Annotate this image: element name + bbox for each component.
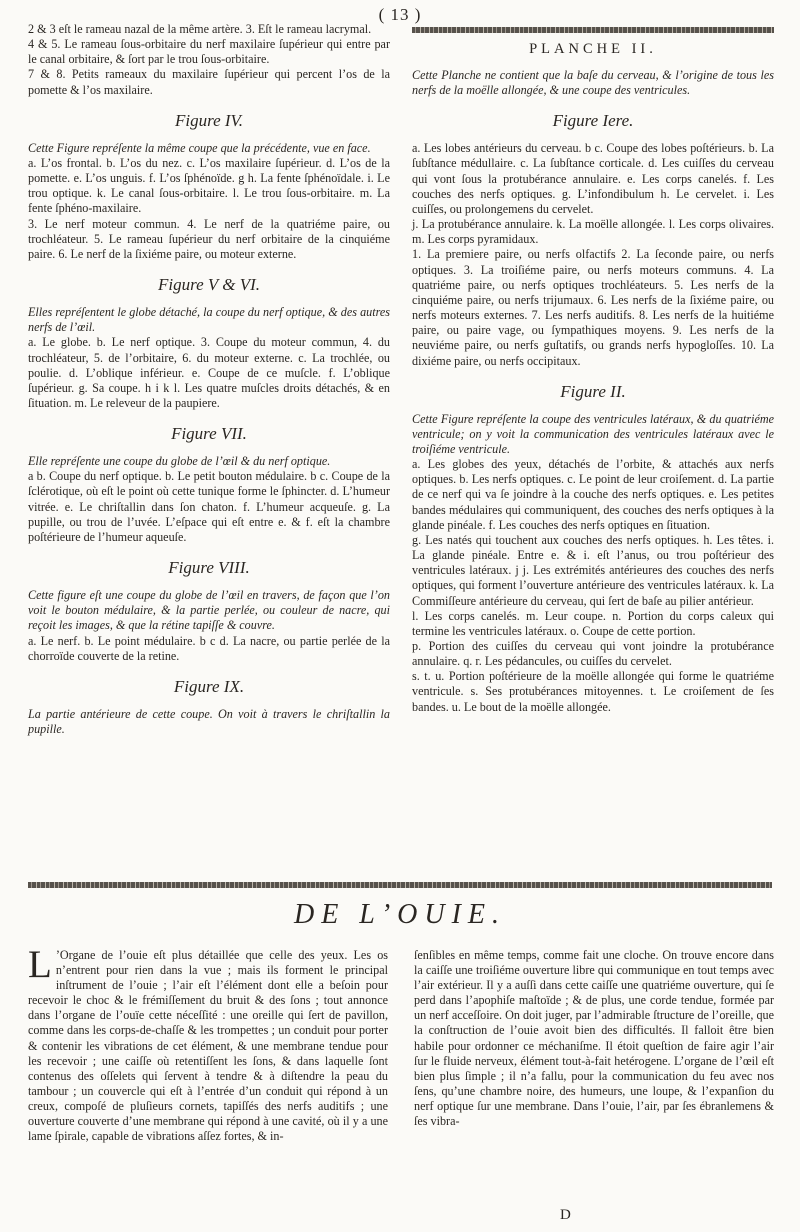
figure-caption: La partie antérieure de cette coupe. On voit à travers le chriſtallin la pupille.: [28, 706, 390, 736]
figure-heading: Figure II.: [560, 381, 626, 401]
body-left-text: ’Organe de l’ouie eſt plus détaillée que celle des yeux. Les os n’entrent pour rien dans la vue ; mais ils forment le principal inſtrument de l’ouie ; l’air eſt l’élément dont elle a beſoin pour recevoir le choc & le frémiſſement du bruit & des ſons ; tout annonce dans l’organe de l’ouïe cette néceſſité : une oreille qui ſert de pavillon, comme dans les corps-de-chaſſe & les trompettes ; un conduit pour porter & contenir les vibrations de cet élément, & une membrane tendue pour les recevoir ; une caiſſe où retentiſſent les ſons, & dans laquelle ſont contenus des oſſelets qui ſervent à tendre & à diſtendre la peau du tambour ; un couvercle qui eſt à l’entrée d’un conduit qui répond à un creux, compoſé de pluſieurs cornets, tapiſſés des nerfs auditifs ; une ouverture couverte d’une membrane qui répond à une cavité, où il y a une lame ſpirale, capable de vibrations aſſez fortes, & in-: [28, 948, 388, 1144]
right-column: [412, 40, 774, 715]
figure-heading: Figure IV.: [175, 110, 243, 130]
paragraph: 1. La premiere paire, ou nerfs olfactifs 2. La ſeconde paire, ou nerfs optiques. 3. La troiſiéme paire, ou nerfs moteurs communs. 4. La quatriéme paire, ou nerfs optiques trochléateurs. 5. Les nerfs de la cinquiéme paire, ou nerfs trijumaux. 6. Les nerfs de la ſixiéme paire, ou nerfs moteurs externes. 7. Les nerfs auditifs. 8. Les nerfs de la huitiéme paire, ou paire vage, ou ſympathiques moyens. 9. Les nerfs de la neuviéme paire, ou nerfs guſtatifs, ou grands nerfs hypogloſſes. 10. La dixiéme paire, ou nerfs occipitaux.: [412, 247, 774, 368]
page-number: ( 13 ): [378, 5, 422, 24]
figure-caption: Elles repréſentent le globe détaché, la coupe du nerf optique, & des autres nerfs de l’œil.: [28, 305, 390, 335]
figure-heading: Figure V & VI.: [158, 275, 260, 295]
paragraph: l. Les corps canelés. m. Leur coupe. n. Portion du corps caleux qui termine les ventricules latéraux. o. Coupe de cette portion.: [412, 608, 774, 638]
section-title: DE L’OUIE.: [293, 899, 507, 930]
figure-caption: Cette figure eſt une coupe du globe de l’œil en travers, de façon que l’on voit le bouton médulaire, & la partie perlée, ou couleur de nacre, qui reçoit les images, & que la rétine tapiſſe & couvre.: [28, 588, 390, 633]
plate-heading: PLANCHE II.: [529, 41, 657, 57]
body-right-column: [414, 948, 774, 1129]
ornament-rule-top: [412, 27, 774, 33]
paragraph: a. Les globes des yeux, détachés de l’orbite, & attachés aux nerfs optiques. b. Les nerfs optiques. c. Le point de leur croiſement. d. La partie de ce nerf qui va ſe joindre à la couche des nerfs optiques. e. Les petites bandes médulaires qui communiquent, des couches des nerfs optiques à la glande pinéale. f. Les couches des nerfs optiques en ſituation.: [412, 457, 774, 532]
paragraph: a. Le globe. b. Le nerf optique. 3. Coupe du moteur commun, 4. du trochléateur, 5. de l’orbitaire, 6. du moteur externe. c. La trochlée, ou poulie. d. L’oblique inférieur. e. Coupe de ce muſcle. f. L’oblique ſupérieur. g. Sa coupe. h i k l. Les quatre muſcles droits détachés, & en ſituation. m. Le releveur de la paupiere.: [28, 335, 390, 410]
signature-mark: D: [560, 1207, 571, 1223]
drop-cap: L: [28, 943, 52, 986]
figure-caption: Cette Figure repréſente la même coupe que la précédente, vue en face.: [28, 140, 371, 155]
body-right-text: ſenſibles en même temps, comme fait une cloche. On trouve encore dans la caiſſe une troiſiéme ouverture libre qui communique en tout temps avec l’air extérieur. Il y a auſſi dans cette caiſſe une quatriéme ouverture, qui ſe perd dans l’apophiſe maſtoïde ; & de plus, une corde tendue, formée par un nerf acceſſoire. On doit juger, par l’admirable ſtructure de l’oreille, que la conſtruction de l’ouie avoit bien des difficultés. Il falloit être bien habile pour ordonner ce méchaniſme. Il étoit queſtion de faire agir l’air ſur le fluide nerveux, élément tout-à-fait hetérogene. L’organe de l’œil eſt bien plus ſimple ; il n’a fallu, pour la communication du feu avec nos ſens, qu’une chambre noire, des humeurs, une loupe, & l’expanſion du nerf optique ſur une membrane. Dans l’ouie, l’air, par ſes ébranlemens & ſes vibra-: [414, 948, 774, 1129]
left-column: [28, 22, 390, 737]
paragraph: s. t. u. Portion poſtérieure de la moëlle allongée qui forme le quatriéme ventricule. s. Ses protubérances mitoyennes. t. Le croiſement de ſes bandes. u. Le bout de la moëlle allongée.: [412, 669, 774, 714]
paragraph: a. Le nerf. b. Le point médulaire. b c d. La nacre, ou partie perlée de la chorroïde couverte de la retine.: [28, 633, 390, 663]
paragraph: 3. Le nerf moteur commun. 4. Le nerf de la quatriéme paire, ou trochléateur. 5. Le rameau ſupérieur du nerf orbitaire de la cinquiéme paire. 6. Le nerf de la ſixiéme paire, ou moteur externe.: [28, 216, 390, 261]
paragraph: j. La protubérance annulaire. k. La moëlle allongée. l. Les corps olivaires. m. Les corps pyramidaux.: [412, 217, 774, 247]
paragraph: 2 & 3 eſt le rameau nazal de la même artère. 3. Eſt le rameau lacrymal.: [28, 22, 372, 36]
body-left-column: [28, 943, 388, 1144]
paragraph: 7 & 8. Petits rameaux du maxilaire ſupérieur qui percent l’os de la pomette & l’os maxilaire.: [28, 67, 390, 97]
figure-caption: Elle repréſente une coupe du globe de l’œil & du nerf optique.: [28, 454, 331, 469]
paragraph: a. L’os frontal. b. L’os du nez. c. L’os maxilaire ſupérieur. d. L’os de la pomette. e. L’os unguis. f. L’os ſphénoïde. g h. La fente ſphénoïdale. i. Le trou optique. k. Le canal ſous-orbitaire. l. Le trou ſous-orbitaire. m. La fente ſphéno-maxilaire.: [28, 155, 390, 216]
figure-heading: Figure VIII.: [168, 558, 250, 578]
figure-heading: Figure Iere.: [552, 111, 634, 131]
figure-caption: Cette Planche ne contient que la baſe du cerveau, & l’origine de tous les nerfs de la moëlle allongée, & une coupe des ventricules.: [412, 68, 774, 98]
figure-heading: Figure IX.: [173, 676, 245, 696]
figure-heading: Figure VII.: [171, 424, 247, 444]
paragraph: 4 & 5. Le rameau ſous-orbitaire du nerf maxilaire ſupérieur qui entre par le canal orbitaire, & ſort par le trou ſous-orbitaire.: [28, 37, 390, 67]
paragraph: p. Portion des cuiſſes du cerveau qui vont joindre la protubérance annulaire. q. r. Les pédancules, ou cuiſſes du cervelet.: [412, 639, 774, 669]
figure-caption: Cette Figure repréſente la coupe des ventricules latéraux, & du quatriéme ventricule; on y voit la communication des ventricules latéraux avec le troiſiéme ventricule.: [412, 411, 774, 456]
paragraph: g. Les natés qui touchent aux couches des nerfs optiques. h. Les têtes. i. La glande pinéale. Entre e. & i. eſt l’anus, ou trou poſtérieur des ventricules latéraux. j j. Les extrémités antérieures des couches des nerfs optiques, qui forment l’ouverture antérieure des ventricules latéraux. k. La Commiſſeure antérieure du cerveau, qui ſert de baſe au pilier antérieur.: [412, 532, 774, 608]
paragraph: a b. Coupe du nerf optique. b. Le petit bouton médulaire. b c. Coupe de la ſclérotique, où eſt le point où cette tunique forme le ſphincter. d. L’humeur vitrée. e. Le chriſtallin dans ſon chaton. f. L’humeur acqueuſe. g. La pupille, ou trou de l’uvée. L’eſpace qui eſt entre e. & f. eſt la chambre poſtérieure de l’humeur aqueuſe.: [28, 469, 390, 544]
ornament-rule-middle: [28, 882, 772, 888]
paragraph: a. Les lobes antérieurs du cerveau. b c. Coupe des lobes poſtérieurs. b. La ſubſtance médullaire. c. La ſubſtance corticale. d. Les cuiſſes du cerveau qui vont ſous la protubérance annulaire. e. Les corps canelés. f. Les couches des nerfs optiques. g. L’infondibulum h. Le cervelet. i. Les cuiſſes, ou prolongemens du cervelet.: [412, 141, 774, 216]
